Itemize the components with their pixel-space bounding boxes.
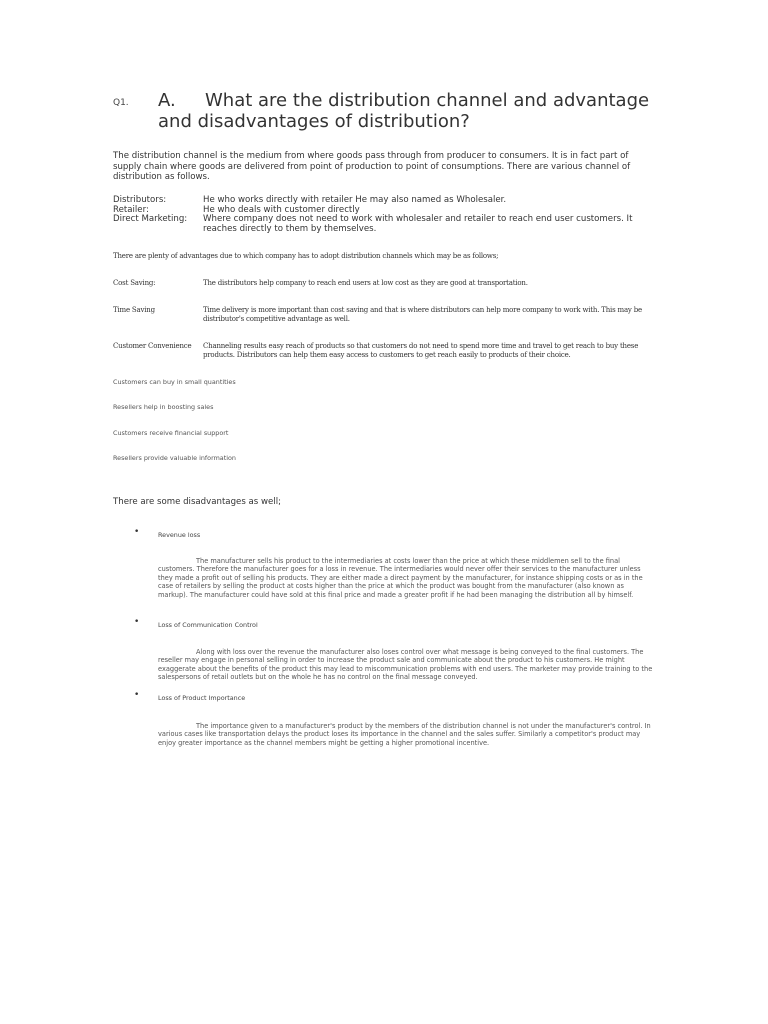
question-letter: A. xyxy=(158,90,176,111)
definition-row xyxy=(113,196,658,206)
bullet-icon: • xyxy=(134,527,140,537)
advantage-term: Time Saving xyxy=(113,306,155,314)
advantage-row xyxy=(113,279,658,288)
definition-term: Distributors: xyxy=(113,195,167,205)
question-title-line2: and disadvantages of distribution? xyxy=(158,111,470,132)
definitions-list xyxy=(113,196,658,234)
bullet-icon: • xyxy=(134,690,140,700)
definition-desc: He who deals with customer directly xyxy=(203,204,360,215)
small-point: Resellers provide valuable information xyxy=(113,454,236,462)
small-point: Customers receive financial support xyxy=(113,429,229,437)
small-point: Resellers help in boosting sales xyxy=(113,403,214,411)
definition-desc: Where company does not need to work with wholesaler and retailer to reach end user customers. It reaches directly to them by themselves. xyxy=(203,214,633,234)
advantage-desc: The distributors help company to reach end users at low cost as they are good at transportation. xyxy=(203,279,528,287)
advantage-desc: Channeling results easy reach of products so that customers do not need to spend more time and travel to get reach to buy these products. Distributors can help them easy access to customers to get reach easily to products of their choice. xyxy=(203,342,639,360)
advantage-row xyxy=(113,342,658,360)
intro-paragraph: The distribution channel is the medium from where goods pass through from producer to consumers. It is in fact part of supply chain where goods are delivered from point of production to point of consumptions. There are various channel of distribution as follows. xyxy=(113,151,631,182)
disadvantages-intro: There are some disadvantages as well; xyxy=(113,497,281,507)
advantages-intro: There are plenty of advantages due to which company has to adopt distribution channels which may be as follows; xyxy=(113,252,499,260)
disadvantage-paragraph: The importance given to a manufacturer's product by the members of the distribution channel is not under the manufacturer's control. In various cases like transportation delays the product loses its importance in the channel and the sales suffer. Similarly a competitor's product may enjoy greater importance as the channel members might be getting a higher promotional incentive. xyxy=(158,722,651,747)
disadvantage-title: Revenue loss xyxy=(158,531,201,539)
advantage-desc: Time delivery is more important than cost saving and that is where distributors can help more company to work with. This may be distributor's competitive advantage as well. xyxy=(203,306,642,324)
definition-row xyxy=(113,215,658,234)
bullet-icon: • xyxy=(134,617,140,627)
question-number: Q1. xyxy=(113,98,129,108)
disadvantage-paragraph: The manufacturer sells his product to the intermediaries at costs lower than the price at which these middlemen sell to the final customers. Therefore the manufacturer goes for a loss in revenue. The intermediaries would never offer their services to the manufacturer unless they made a profit out of selling his products. They are either made a direct payment by the manufacturer, for instance shipping costs or as in the case of retailers by selling the product at costs higher than the price at which the product was bought from the manufacturer (also known as markup). The manufacturer could have sold at this final price and made a greater profit if he had been managing the distribution all by himself. xyxy=(158,557,643,599)
disadvantage-title: Loss of Product Importance xyxy=(158,694,246,702)
advantage-row xyxy=(113,306,658,324)
advantage-term: Customer Convenience xyxy=(113,342,192,350)
disadvantage-paragraph: Along with loss over the revenue the manufacturer also loses control over what message is being conveyed to the final customers. The reseller may engage in personal selling in order to increase the product sale and communicate about the product to his customers. He might exaggerate about the benefits of the product this may lead to miscommunication problems with end users. The marketer may provide training to the salespersons of retail outlets but on the whole he has no control on the final message conveyed. xyxy=(158,648,653,682)
advantage-term: Cost Saving: xyxy=(113,279,156,287)
definition-term: Retailer: xyxy=(113,204,149,215)
small-point: Customers can buy in small quantities xyxy=(113,378,236,386)
question-title-line1: What are the distribution channel and advantage xyxy=(205,90,650,111)
definition-term: Direct Marketing: xyxy=(113,214,188,225)
definition-desc: He who works directly with retailer He may also named as Wholesaler. xyxy=(203,195,507,205)
disadvantage-title: Loss of Communication Control xyxy=(158,621,258,629)
